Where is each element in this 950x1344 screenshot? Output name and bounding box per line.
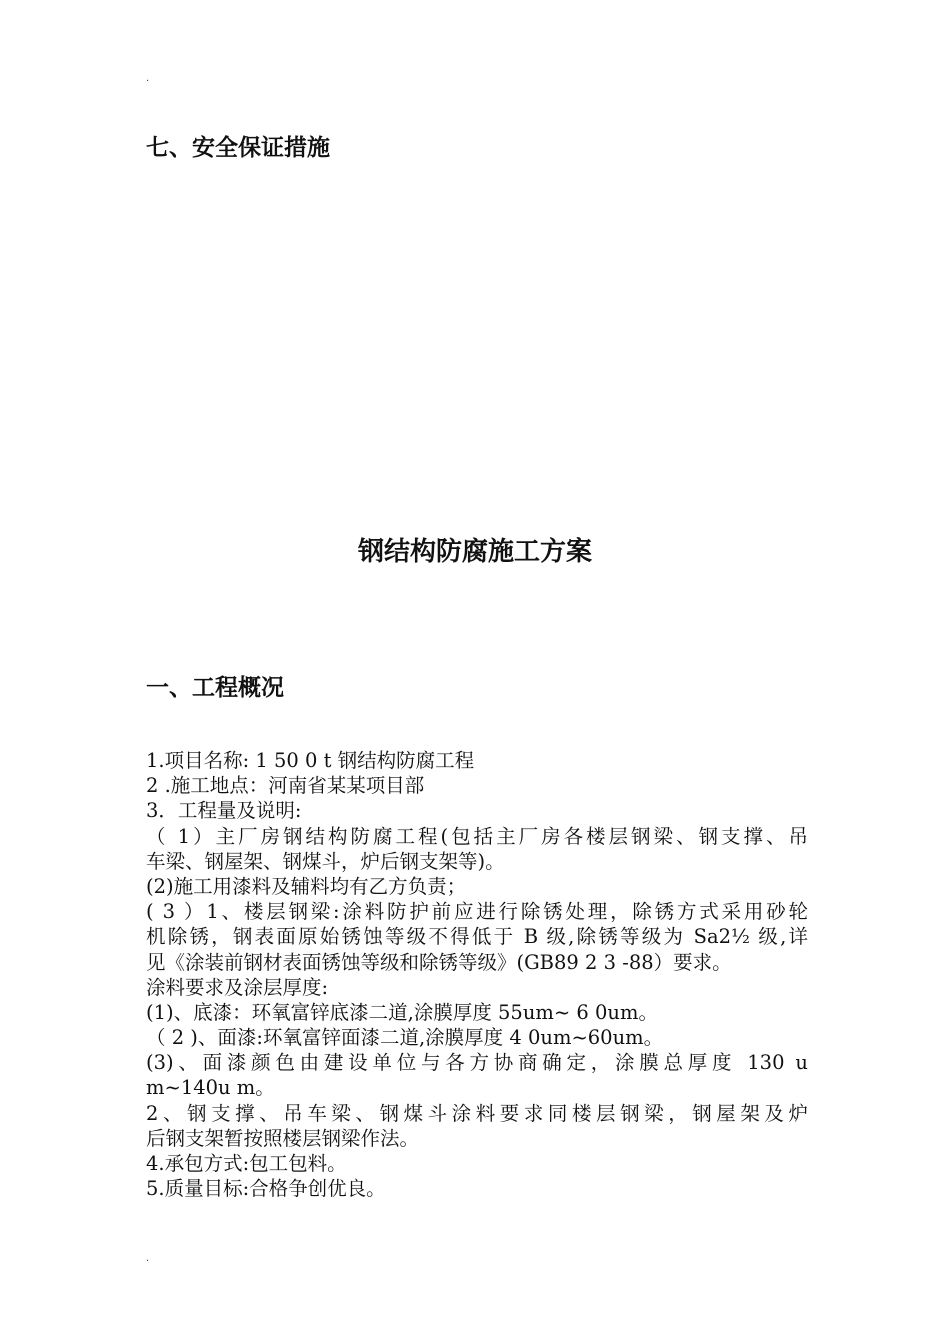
overview-line: 见《涂装前钢材表面锈蚀等级和除锈等级》(GB89 2 3 -88）要求。 <box>146 950 732 974</box>
overview-line: 1.项目名称: 1 50 0 t 钢结构防腐工程 <box>146 749 475 772</box>
overview-line: 5.质量目标:合格争创优良。 <box>146 1177 386 1201</box>
overview-line: 涂料要求及涂层厚度: <box>146 975 329 999</box>
section-heading-safety: 七、安全保证措施 <box>146 135 330 161</box>
overview-line: 后钢支架暂按照楼层钢梁作法。 <box>146 1126 420 1150</box>
overview-line: (3)、面漆颜色由建设单位与各方协商确定，涂膜总厚度 130 u <box>146 1051 808 1075</box>
overview-line: （ 2 )、面漆:环氧富锌面漆二道,涂膜厚度 4 0um~60um。 <box>146 1026 664 1050</box>
page-marker-bottom: . <box>146 1253 150 1264</box>
overview-line: （ 1）主厂房钢结构防腐工程(包括主厂房各楼层钢梁、钢支撑、吊 <box>146 824 808 848</box>
overview-line: (2)施工用漆料及辅料均有乙方负责； <box>146 874 467 898</box>
overview-line: 车梁、钢屋架、钢煤斗，炉后钢支架等)。 <box>146 849 505 873</box>
overview-line: ( 3 ）1、楼层钢梁:涂料防护前应进行除锈处理，除锈方式采用砂轮 <box>146 900 808 924</box>
overview-line: 2 .施工地点：河南省某某项目部 <box>146 774 425 798</box>
document-title: 钢结构防腐施工方案 <box>357 537 592 567</box>
overview-line: 2、钢支撑、吊车梁、钢煤斗涂料要求同楼层钢梁，钢屋架及炉 <box>146 1101 808 1125</box>
overview-line: (1)、底漆：环氧富锌底漆二道,涂膜厚度 55um~ 6 0um。 <box>146 1000 658 1024</box>
overview-body <box>146 748 808 1201</box>
overview-line: 4.承包方式:包工包料。 <box>146 1152 347 1175</box>
overview-line: 机除锈，钢表面原始锈蚀等级不得低于 B 级,除锈等级为 Sa2½ 级,详 <box>146 925 808 949</box>
page-marker-top: . <box>146 73 150 84</box>
overview-line: 3．工程量及说明: <box>146 799 302 823</box>
section-heading-overview: 一、工程概况 <box>146 675 284 701</box>
overview-line: m~140u m。 <box>146 1076 275 1100</box>
